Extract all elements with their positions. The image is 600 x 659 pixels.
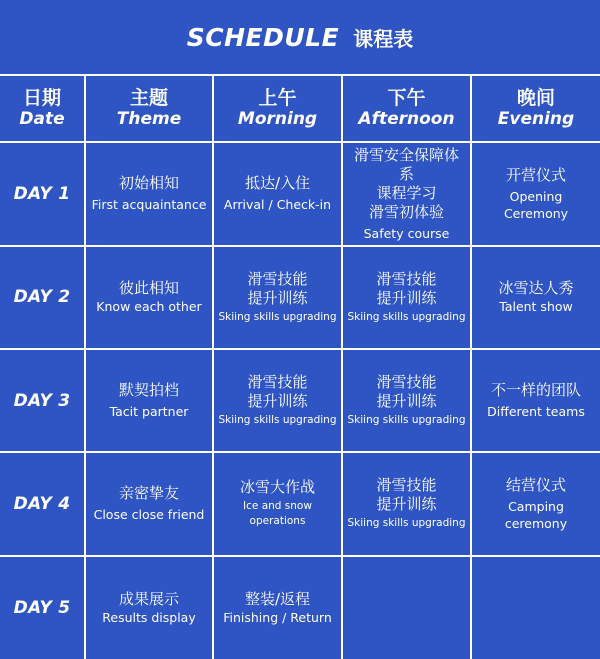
afternoon-cell: 滑雪技能 提升训练 Skiing skills upgrading: [342, 452, 471, 555]
theme-cell: 彼此相知 Know each other: [85, 246, 213, 349]
table-row-day-1: [0, 142, 600, 245]
theme-cell: 成果展示 Results display: [85, 556, 213, 659]
afternoon-cell: 滑雪技能 提升训练 Skiing skills upgrading: [342, 246, 471, 349]
morning-cell: 冰雪大作战 Ice and snow operations: [213, 452, 342, 555]
morning-cell: 抵达/入住 Arrival / Check-in: [213, 142, 342, 245]
theme-cell: 亲密挚友 Close close friend: [85, 452, 213, 555]
column-header-theme: 主题 Theme: [85, 76, 213, 142]
title-bar: [0, 0, 600, 76]
afternoon-cell: 滑雪安全保障体系 课程学习 滑雪初体验 Safety course: [342, 142, 471, 245]
page-title-zh: 课程表: [353, 26, 414, 51]
evening-cell: 冰雪达人秀 Talent show: [471, 246, 600, 349]
table-row-day-5: [0, 556, 600, 659]
evening-cell: 不一样的团队 Different teams: [471, 349, 600, 452]
afternoon-cell: 滑雪技能 提升训练 Skiing skills upgrading: [342, 349, 471, 452]
column-header-date: 日期 Date: [0, 76, 85, 142]
day-label: DAY 4: [0, 452, 85, 555]
column-header-afternoon: 下午 Afternoon: [342, 76, 471, 142]
morning-cell: 滑雪技能 提升训练 Skiing skills upgrading: [213, 349, 342, 452]
table-row-day-3: [0, 349, 600, 452]
column-header-evening: 晚间 Evening: [471, 76, 600, 142]
theme-cell: 初始相知 First acquaintance: [85, 142, 213, 245]
morning-cell: 滑雪技能 提升训练 Skiing skills upgrading: [213, 246, 342, 349]
day-label: DAY 5: [0, 556, 85, 659]
schedule-table: [0, 76, 600, 659]
page-title: SCHEDULE: [186, 22, 340, 52]
header-row: [0, 76, 600, 142]
morning-cell: 整装/返程 Finishing / Return: [213, 556, 342, 659]
evening-cell: 开营仪式 Opening Ceremony: [471, 142, 600, 245]
column-header-morning: 上午 Morning: [213, 76, 342, 142]
table-row-day-2: [0, 246, 600, 349]
evening-cell: 结营仪式 Camping ceremony: [471, 452, 600, 555]
day-label: DAY 1: [0, 142, 85, 245]
day-label: DAY 2: [0, 246, 85, 349]
evening-cell-empty: [471, 556, 600, 659]
table-row-day-4: [0, 452, 600, 555]
day-label: DAY 3: [0, 349, 85, 452]
afternoon-cell-empty: [342, 556, 471, 659]
theme-cell: 默契拍档 Tacit partner: [85, 349, 213, 452]
